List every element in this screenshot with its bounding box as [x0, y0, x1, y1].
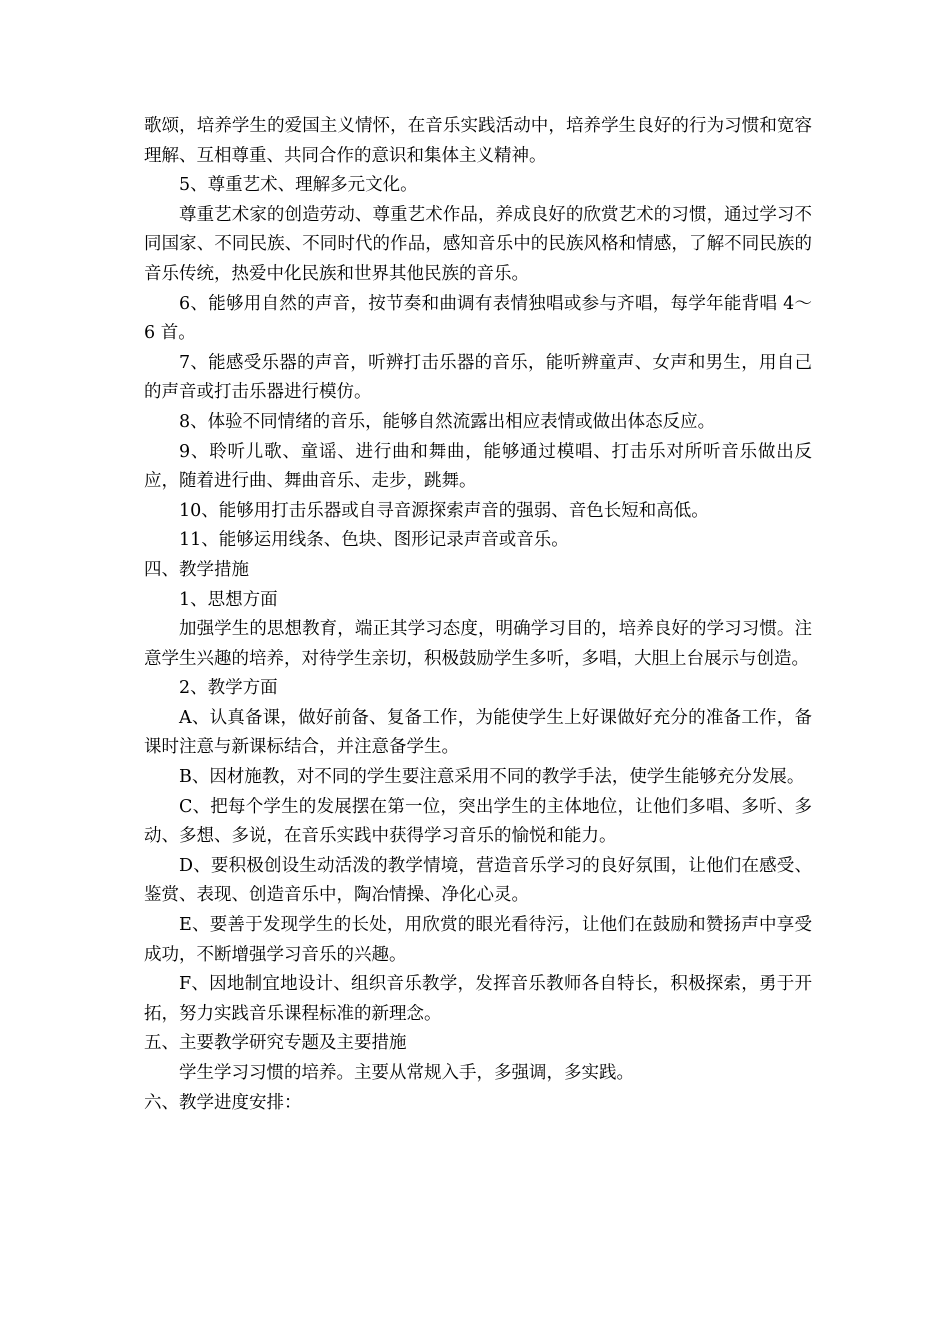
goal-item-9: 9、聆听儿歌、童谣、进行曲和舞曲，能够通过模唱、打击乐对所听音乐做出反应，随着进行曲、舞曲音乐、走步，跳舞。: [144, 441, 812, 492]
thought-body: 加强学生的思想教育，端正其学习态度，明确学习目的，培养良好的学习习惯。注意学生兴趣的培养，对待学生亲切，积极鼓励学生多听，多唱，大胆上台展示与创造。: [144, 619, 812, 669]
subheading-teaching: 2、教学方面: [179, 678, 278, 699]
teaching-item-b: B、因材施教，对不同的学生要注意采用不同的教学手法，使学生能够充分发展。: [179, 767, 805, 788]
teaching-item-f: F、因地制宜地设计、组织音乐教学，发挥音乐教师各自特长，积极探索，勇于开拓，努力实践音乐课程标准的新理念。: [144, 974, 812, 1024]
goal-item-8: 8、体验不同情绪的音乐，能够自然流露出相应表情或做出体态反应。: [179, 411, 716, 432]
goal-item-11: 11、能够运用线条、色块、图形记录声音或音乐。: [179, 530, 569, 551]
document-page: [144, 112, 812, 1118]
section-heading-4: 四、教学措施: [144, 559, 249, 580]
paragraph-continuation: 歌颂，培养学生的爱国主义情怀，在音乐实践活动中，培养学生良好的行为习惯和宽容理解、互相尊重、共同合作的意识和集体主义精神。: [144, 116, 812, 166]
teaching-item-c: C、把每个学生的发展摆在第一位，突出学生的主体地位，让他们多唱、多听、多动、多想、多说，在音乐实践中获得学习音乐的愉悦和能力。: [144, 796, 812, 847]
section-heading-5: 五、主要教学研究专题及主要措施: [144, 1033, 407, 1054]
goal-item-6: 6、能够用自然的声音，按节奏和曲调有表情独唱或参与齐唱，每学年能背唱 4～6 首。: [144, 293, 812, 344]
goal-item-5: 5、尊重艺术、理解多元文化。: [179, 175, 418, 196]
teaching-item-d: D、要积极创设生动活泼的教学情境，营造音乐学习的良好氛围，让他们在感受、鉴赏、表现、创造音乐中，陶冶情操、净化心灵。: [144, 855, 812, 906]
goal-item-10: 10、能够用打击乐器或自寻音源探索声音的强弱、音色长短和高低。: [179, 500, 709, 521]
section-heading-6: 六、教学进度安排：: [144, 1092, 302, 1113]
goal-item-5-body: 尊重艺术家的创造劳动、尊重艺术作品，养成良好的欣赏艺术的习惯，通过学习不同国家、不同民族、不同时代的作品，感知音乐中的民族风格和情感，了解不同民族的音乐传统，热爱中化民族和世界其他民族的音乐。: [144, 204, 812, 284]
teaching-item-a: A、认真备课，做好前备、复备工作，为能使学生上好课做好充分的准备工作，备课时注意与新课标结合，并注意备学生。: [144, 707, 812, 758]
goal-item-7: 7、能感受乐器的声音，听辨打击乐器的音乐，能听辨童声、女声和男生，用自己的声音或打击乐器进行模仿。: [144, 352, 812, 403]
research-body: 学生学习习惯的培养。主要从常规入手，多强调，多实践。: [179, 1063, 634, 1083]
subheading-thought: 1、思想方面: [179, 589, 278, 610]
teaching-item-e: E、要善于发现学生的长处，用欣赏的眼光看待污，让他们在鼓励和赞扬声中享受成功，不断增强学习音乐的兴趣。: [144, 915, 812, 965]
